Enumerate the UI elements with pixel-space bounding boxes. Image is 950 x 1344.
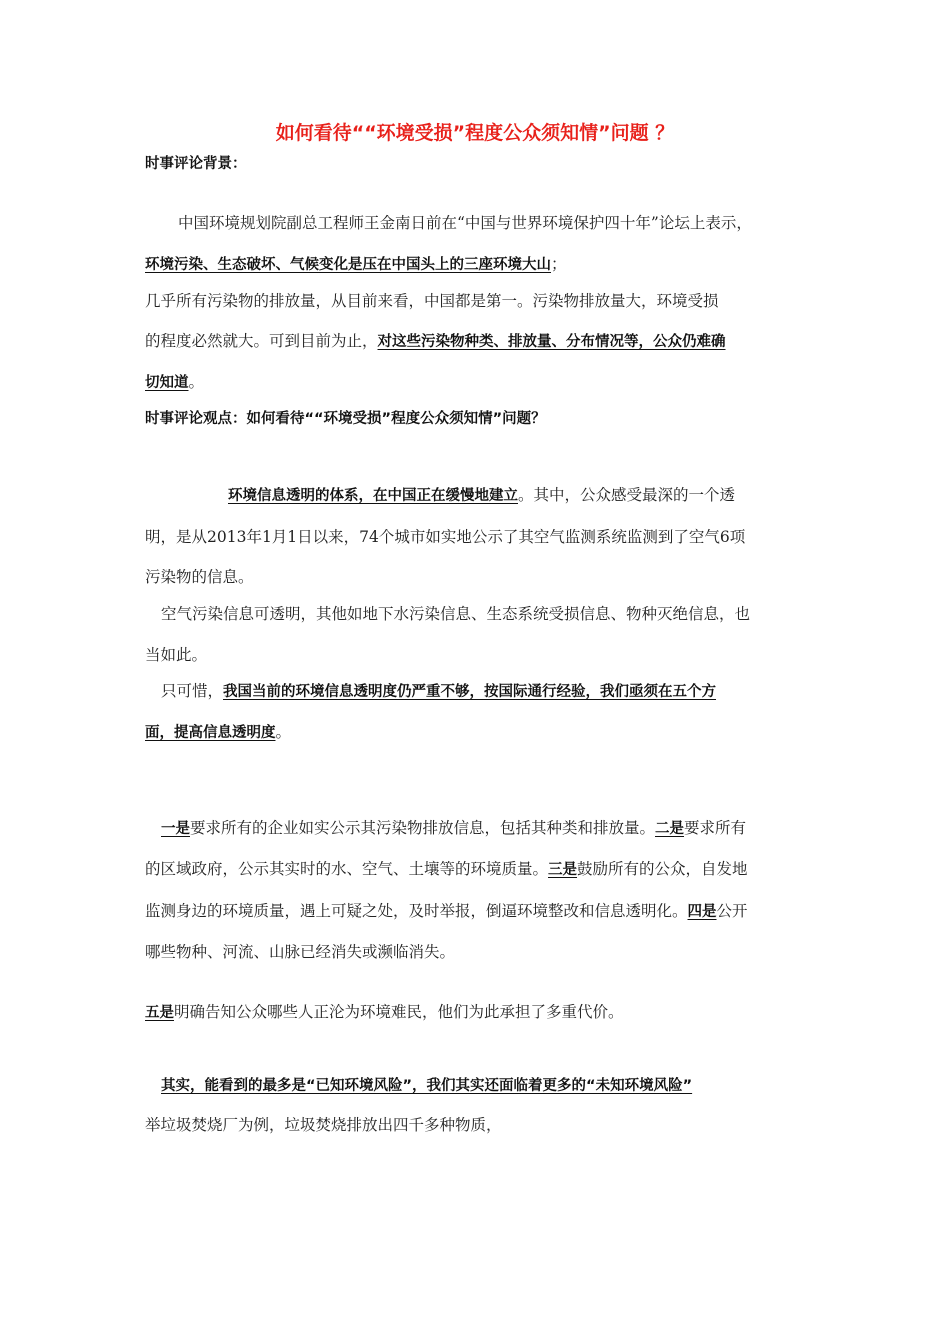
page-title: 如何看待““环境受损”程度公众须知情”问题 ？ — [275, 122, 675, 144]
p4-line-4: 哪些物种、河流、山脉已经消失或濒临消失。 — [145, 943, 456, 961]
p1-line-3: 污染物的信息。 — [145, 568, 254, 586]
bg-line-3: 几乎所有污染物的排放量，从目前来看，中国都是第一。污染物排放量大，环境受损 — [145, 292, 719, 310]
p1-line-2: 明，是从2013年1月1日以来，74个城市如实地公示了其空气监测系统监测到了空气6项 — [145, 528, 746, 546]
bg-line-2: 环境污染、生态破坏、气候变化是压在中国头上的三座环境大山； — [145, 255, 567, 273]
p5-line-1: 五是明确告知公众哪些人正沦为环境难民，他们为此承担了多重代价。 — [145, 1003, 624, 1021]
p6-line-2: 举垃圾焚烧厂为例，垃圾焚烧排放出四千多种物质， — [145, 1116, 502, 1134]
p4-line-3: 监测身边的环境质量，遇上可疑之处，及时举报，倒逼环境整改和信息透明化。四是公开 — [145, 902, 748, 920]
background-heading: 时事评论背景： — [145, 156, 247, 172]
p4-line-2: 的区域政府，公示其实时的水、空气、土壤等的环境质量。三是鼓励所有的公众，自发地 — [145, 860, 748, 878]
bg-line-1: 中国环境规划院副总工程师王金南日前在“中国与世界环境保护四十年”论坛上表示， — [178, 214, 752, 232]
bg-line-4: 的程度必然就大。可到目前为止，对这些污染物种类、排放量、分布情况等，公众仍难确 — [145, 332, 726, 350]
p4-line-1: 一是要求所有的企业如实公示其污染物排放信息，包括其种类和排放量。二是要求所有 — [161, 819, 747, 837]
p6-line-1: 其实，能看到的最多是“已知环境风险”，我们其实还面临着更多的“未知环境风险” — [161, 1078, 693, 1094]
bg-key-phrase: 环境污染、生态破坏、气候变化是压在中国头上的三座环境大山 — [145, 257, 551, 273]
view-heading: 时事评论观点：如何看待““环境受损”程度公众须知情”问题？ — [145, 411, 546, 427]
p2-line-1: 空气污染信息可透明，其他如地下水污染信息、生态系统受损信息、物种灭绝信息，也 — [161, 605, 751, 623]
p3-line-2: 面，提高信息透明度。 — [145, 723, 292, 741]
p3-line-1: 只可惜，我国当前的环境信息透明度仍严重不够，按国际通行经验，我们亟须在五个方 — [161, 682, 717, 700]
p2-line-2: 当如此。 — [145, 646, 208, 664]
p1-line-1: 环境信息透明的体系，在中国正在缓慢地建立。其中，公众感受最深的一个透 — [228, 486, 736, 504]
bg-line-5: 切知道。 — [145, 373, 205, 391]
